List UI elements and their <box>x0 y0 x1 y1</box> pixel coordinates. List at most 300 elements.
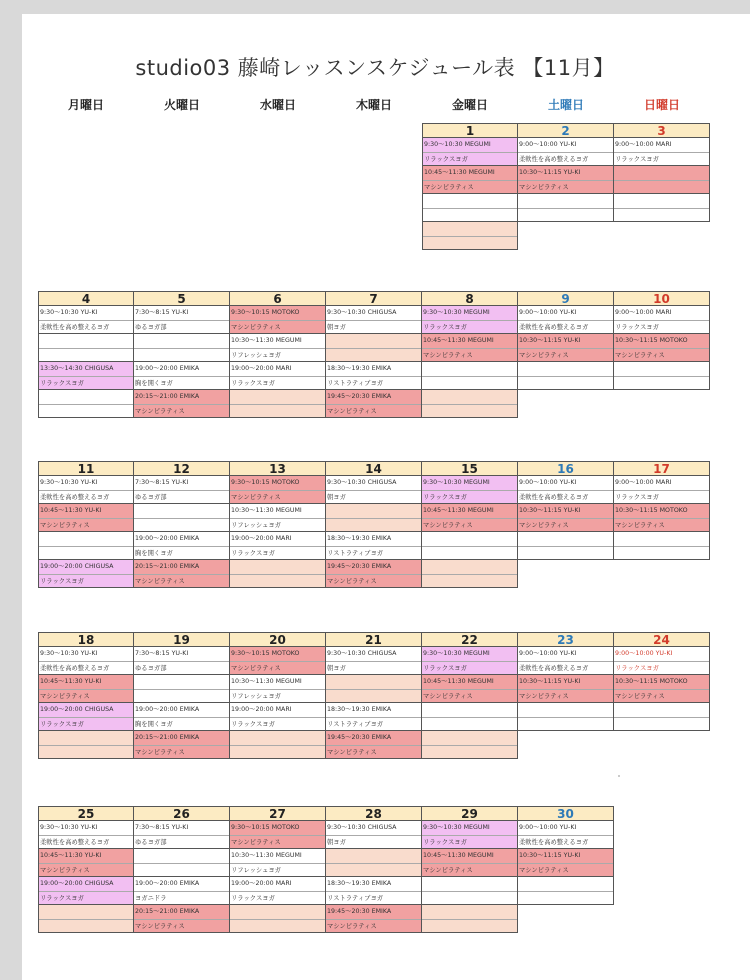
lesson-time-instructor <box>230 905 325 920</box>
weekday-label: 日曜日 <box>643 98 680 112</box>
lesson-class-name: 胸を開くヨガ <box>135 550 173 557</box>
date-number: 5 <box>134 291 230 306</box>
lesson-time-instructor <box>39 905 133 920</box>
lesson-class-name <box>230 405 325 418</box>
lesson-slot <box>38 560 134 588</box>
weekday-label: 木曜日 <box>355 98 392 112</box>
lesson-time-instructor: 9:30〜10:30 MEGUMI <box>422 476 517 491</box>
lesson-time-instructor <box>422 532 517 547</box>
lesson-class-name: マシンピラティス <box>615 352 665 359</box>
lesson-class-name <box>423 237 517 250</box>
lesson-slot <box>518 821 614 849</box>
lesson-slot <box>134 334 230 362</box>
lesson-time-instructor: 7:30〜8:15 YU-KI <box>134 306 229 321</box>
lesson-time-instructor: 18:30〜19:30 EMIKA <box>326 703 421 718</box>
lesson-time-instructor <box>518 532 613 547</box>
lesson-time-instructor: 10:30〜11:15 YU-KI <box>518 334 613 349</box>
lesson-class-name <box>518 209 613 222</box>
lesson-time-instructor: 9:00〜10:00 MARI <box>614 306 709 321</box>
lesson-slot <box>614 362 710 390</box>
lesson-class-name: リラックスヨガ <box>40 380 84 387</box>
lesson-class-name <box>422 892 517 905</box>
lesson-slot <box>38 877 134 905</box>
lesson-time-instructor: 19:00〜20:00 MARI <box>230 877 325 892</box>
lesson-class-name: ゆるヨガ部 <box>135 839 167 846</box>
date-number: 10 <box>614 291 710 306</box>
lesson-slot <box>326 476 422 504</box>
lesson-slot <box>614 306 710 334</box>
lesson-time-instructor <box>422 390 517 405</box>
lesson-time-instructor <box>422 560 517 575</box>
lesson-class-name <box>134 349 229 362</box>
lesson-slot <box>518 334 614 362</box>
lesson-slot <box>230 877 326 905</box>
lesson-slot <box>134 560 230 588</box>
lesson-slot <box>230 703 326 731</box>
lesson-class-name <box>423 209 517 222</box>
lesson-slot <box>326 821 422 849</box>
lesson-time-instructor: 10:30〜11:15 YU-KI <box>518 504 613 519</box>
lesson-time-instructor: 7:30〜8:15 YU-KI <box>134 476 229 491</box>
lesson-slot <box>422 849 518 877</box>
lesson-time-instructor <box>518 362 613 377</box>
lesson-class-name: マシンピラティス <box>327 578 377 585</box>
date-number: 21 <box>326 632 422 647</box>
lesson-class-name <box>518 547 613 560</box>
lesson-class-name <box>326 349 421 362</box>
lesson-slot <box>230 306 326 334</box>
lesson-slot <box>422 476 518 504</box>
lesson-class-name: 柔軟性を高め整えるヨガ <box>519 665 589 672</box>
lesson-slot <box>326 731 422 759</box>
lesson-time-instructor: 19:45〜20:30 EMIKA <box>326 731 421 746</box>
lesson-time-instructor: 10:30〜11:15 MOTOKO <box>614 504 709 519</box>
lesson-time-instructor: 7:30〜8:15 YU-KI <box>134 821 229 836</box>
lesson-slot <box>614 138 710 166</box>
lesson-class-name: マシンピラティス <box>40 522 90 529</box>
lesson-slot <box>38 306 134 334</box>
lesson-class-name: 朝ヨガ <box>327 665 346 672</box>
lesson-class-name: マシンピラティス <box>423 867 473 874</box>
lesson-slot <box>518 138 614 166</box>
lesson-class-name <box>422 920 517 933</box>
date-number: 13 <box>230 461 326 476</box>
lesson-slot <box>614 194 710 222</box>
lesson-slot <box>134 362 230 390</box>
lesson-time-instructor <box>422 877 517 892</box>
lesson-slot <box>134 703 230 731</box>
lesson-slot <box>326 560 422 588</box>
lesson-time-instructor: 9:30〜10:30 MEGUMI <box>423 138 517 153</box>
lesson-class-name <box>422 547 517 560</box>
lesson-slot <box>422 334 518 362</box>
lesson-class-name: リラックスヨガ <box>423 494 467 501</box>
lesson-class-name: マシンピラティス <box>519 352 569 359</box>
lesson-slot <box>38 849 134 877</box>
lesson-time-instructor: 9:30〜10:30 YU-KI <box>39 647 133 662</box>
lesson-time-instructor <box>134 334 229 349</box>
date-number: 28 <box>326 806 422 821</box>
lesson-slot <box>326 849 422 877</box>
lesson-slot <box>326 362 422 390</box>
lesson-slot <box>422 362 518 390</box>
lesson-time-instructor: 9:30〜10:30 MEGUMI <box>422 647 517 662</box>
date-number: 30 <box>518 806 614 821</box>
weekday-header <box>38 96 710 116</box>
date-number: 23 <box>518 632 614 647</box>
lesson-time-instructor: 9:30〜10:30 CHIGUSA <box>326 476 421 491</box>
lesson-class-name: リフレッシュヨガ <box>231 522 281 529</box>
lesson-time-instructor <box>39 532 133 547</box>
lesson-class-name <box>518 718 613 731</box>
lesson-slot <box>326 675 422 703</box>
date-number: 27 <box>230 806 326 821</box>
lesson-slot <box>38 905 134 933</box>
lesson-slot <box>422 731 518 759</box>
lesson-class-name <box>326 864 421 877</box>
lesson-time-instructor <box>230 731 325 746</box>
lesson-time-instructor <box>230 390 325 405</box>
weekday-label: 月曜日 <box>67 98 104 112</box>
lesson-time-instructor: 19:00〜20:00 MARI <box>230 703 325 718</box>
lesson-time-instructor <box>614 703 709 718</box>
lesson-class-name <box>614 377 709 390</box>
lesson-slot <box>518 306 614 334</box>
lesson-class-name <box>326 690 421 703</box>
date-number: 15 <box>422 461 518 476</box>
lesson-time-instructor <box>422 731 517 746</box>
lesson-time-instructor <box>134 504 229 519</box>
lesson-time-instructor: 19:00〜20:00 EMIKA <box>134 877 229 892</box>
lesson-class-name <box>614 547 709 560</box>
date-number: 16 <box>518 461 614 476</box>
lesson-class-name: リストラティブヨガ <box>327 721 384 728</box>
lesson-slot <box>38 703 134 731</box>
lesson-time-instructor: 10:45〜11:30 YU-KI <box>39 675 133 690</box>
lesson-time-instructor: 19:45〜20:30 EMIKA <box>326 390 421 405</box>
lesson-class-name: リラックスヨガ <box>423 324 467 331</box>
lesson-class-name <box>39 547 133 560</box>
lesson-slot <box>230 390 326 418</box>
lesson-time-instructor: 10:45〜11:30 MEGUMI <box>422 675 517 690</box>
lesson-time-instructor: 9:00〜10:00 YU-KI <box>614 647 709 662</box>
lesson-class-name: 柔軟性を高め整えるヨガ <box>519 494 589 501</box>
date-number: 6 <box>230 291 326 306</box>
lesson-slot <box>134 675 230 703</box>
lesson-class-name <box>39 920 133 933</box>
lesson-class-name: リラックスヨガ <box>424 156 468 163</box>
lesson-slot <box>326 877 422 905</box>
lesson-class-name: リストラティブヨガ <box>327 380 384 387</box>
lesson-slot <box>518 476 614 504</box>
lesson-time-instructor: 10:30〜11:15 YU-KI <box>518 675 613 690</box>
lesson-slot <box>518 194 614 222</box>
lesson-slot <box>38 675 134 703</box>
lesson-time-instructor: 10:30〜11:30 MEGUMI <box>230 849 325 864</box>
lesson-class-name: マシンピラティス <box>231 839 281 846</box>
lesson-slot <box>518 877 614 905</box>
lesson-slot <box>230 560 326 588</box>
date-number: 26 <box>134 806 230 821</box>
lesson-slot <box>134 849 230 877</box>
lesson-class-name <box>614 209 709 222</box>
lesson-time-instructor: 9:30〜10:15 MOTOKO <box>230 647 325 662</box>
lesson-slot <box>326 703 422 731</box>
lesson-class-name: 柔軟性を高め整えるヨガ <box>40 839 110 846</box>
lesson-slot <box>326 390 422 418</box>
lesson-slot <box>38 647 134 675</box>
lesson-slot <box>134 504 230 532</box>
lesson-class-name: リラックスヨガ <box>231 380 275 387</box>
lesson-slot <box>518 166 614 194</box>
lesson-class-name: 柔軟性を高め整えるヨガ <box>519 324 589 331</box>
lesson-class-name: 柔軟性を高め整えるヨガ <box>519 156 589 163</box>
lesson-class-name <box>39 405 133 418</box>
lesson-time-instructor <box>518 194 613 209</box>
date-number: 17 <box>614 461 710 476</box>
lesson-slot <box>614 504 710 532</box>
lesson-time-instructor: 9:30〜10:30 CHIGUSA <box>326 821 421 836</box>
lesson-time-instructor: 19:00〜20:00 CHIGUSA <box>39 877 133 892</box>
lesson-time-instructor: 10:30〜11:15 YU-KI <box>518 166 613 181</box>
lesson-class-name <box>422 718 517 731</box>
lesson-time-instructor <box>39 390 133 405</box>
lesson-slot <box>422 194 518 222</box>
lesson-time-instructor: 9:30〜10:15 MOTOKO <box>230 821 325 836</box>
lesson-slot <box>134 390 230 418</box>
lesson-class-name: 柔軟性を高め整えるヨガ <box>519 839 589 846</box>
lesson-time-instructor: 19:45〜20:30 EMIKA <box>326 905 421 920</box>
lesson-time-instructor <box>518 703 613 718</box>
lesson-class-name: ヨガニドラ <box>135 895 167 902</box>
lesson-class-name <box>614 718 709 731</box>
lesson-slot <box>134 476 230 504</box>
lesson-slot <box>326 532 422 560</box>
lesson-class-name: 朝ヨガ <box>327 839 346 846</box>
lesson-class-name: マシンピラティス <box>519 522 569 529</box>
lesson-class-name: リラックスヨガ <box>423 665 467 672</box>
lesson-time-instructor: 19:00〜20:00 EMIKA <box>134 532 229 547</box>
lesson-slot <box>38 731 134 759</box>
lesson-class-name: 胸を開くヨガ <box>135 380 173 387</box>
lesson-time-instructor <box>39 334 133 349</box>
lesson-slot <box>134 306 230 334</box>
lesson-time-instructor: 9:00〜10:00 YU-KI <box>518 138 613 153</box>
lesson-slot <box>230 731 326 759</box>
date-number: 24 <box>614 632 710 647</box>
lesson-time-instructor: 19:00〜20:00 MARI <box>230 362 325 377</box>
lesson-time-instructor <box>422 703 517 718</box>
lesson-time-instructor <box>134 849 229 864</box>
lesson-class-name: マシンピラティス <box>424 184 474 191</box>
lesson-class-name: マシンピラティス <box>231 324 281 331</box>
lesson-class-name: マシンピラティス <box>519 184 569 191</box>
lesson-slot <box>518 703 614 731</box>
lesson-class-name: マシンピラティス <box>615 522 665 529</box>
lesson-time-instructor: 10:30〜11:30 MEGUMI <box>230 675 325 690</box>
lesson-class-name: 朝ヨガ <box>327 324 346 331</box>
date-number: 4 <box>38 291 134 306</box>
lesson-class-name <box>230 575 325 588</box>
lesson-time-instructor: 10:30〜11:15 YU-KI <box>518 849 613 864</box>
lesson-slot <box>230 476 326 504</box>
lesson-time-instructor: 19:00〜20:00 CHIGUSA <box>39 703 133 718</box>
lesson-class-name: マシンピラティス <box>135 578 185 585</box>
lesson-time-instructor: 10:45〜11:30 YU-KI <box>39 849 133 864</box>
date-number: 20 <box>230 632 326 647</box>
date-number: 8 <box>422 291 518 306</box>
lesson-time-instructor <box>134 675 229 690</box>
lesson-slot <box>422 821 518 849</box>
lesson-time-instructor: 9:30〜10:30 CHIGUSA <box>326 647 421 662</box>
lesson-class-name: リラックスヨガ <box>231 550 275 557</box>
date-number: 2 <box>518 123 614 138</box>
lesson-class-name <box>230 746 325 759</box>
lesson-class-name: マシンピラティス <box>423 693 473 700</box>
lesson-time-instructor <box>326 504 421 519</box>
lesson-class-name: マシンピラティス <box>615 693 665 700</box>
lesson-class-name: ゆるヨガ部 <box>135 324 167 331</box>
lesson-class-name: リラックスヨガ <box>615 665 659 672</box>
lesson-time-instructor <box>230 560 325 575</box>
lesson-slot <box>422 138 518 166</box>
lesson-class-name <box>518 892 613 905</box>
lesson-slot <box>518 647 614 675</box>
lesson-time-instructor: 9:30〜10:15 MOTOKO <box>230 306 325 321</box>
weekday-label: 金曜日 <box>451 98 488 112</box>
lesson-class-name: リフレッシュヨガ <box>231 352 281 359</box>
lesson-class-name: リストラティブヨガ <box>327 895 384 902</box>
lesson-time-instructor: 9:00〜10:00 MARI <box>614 476 709 491</box>
lesson-time-instructor: 9:30〜10:30 CHIGUSA <box>326 306 421 321</box>
lesson-class-name <box>326 519 421 532</box>
lesson-slot <box>38 504 134 532</box>
lesson-class-name: ゆるヨガ部 <box>135 665 167 672</box>
lesson-time-instructor: 18:30〜19:30 EMIKA <box>326 362 421 377</box>
lesson-class-name <box>134 864 229 877</box>
date-number: 1 <box>422 123 518 138</box>
lesson-class-name <box>422 405 517 418</box>
lesson-time-instructor: 18:30〜19:30 EMIKA <box>326 532 421 547</box>
lesson-slot <box>38 390 134 418</box>
lesson-class-name: リラックスヨガ <box>615 324 659 331</box>
date-number: 11 <box>38 461 134 476</box>
lesson-class-name: 柔軟性を高め整えるヨガ <box>40 494 110 501</box>
lesson-class-name: 柔軟性を高め整えるヨガ <box>40 324 110 331</box>
lesson-time-instructor: 9:00〜10:00 YU-KI <box>518 476 613 491</box>
lesson-time-instructor <box>422 362 517 377</box>
lesson-slot <box>422 675 518 703</box>
date-number: 3 <box>614 123 710 138</box>
lesson-time-instructor: 13:30〜14:30 CHIGUSA <box>39 362 133 377</box>
lesson-slot <box>230 675 326 703</box>
lesson-slot <box>422 390 518 418</box>
scan-dot <box>618 775 620 777</box>
lesson-time-instructor <box>39 731 133 746</box>
lesson-time-instructor <box>423 222 517 237</box>
lesson-class-name: リラックスヨガ <box>615 494 659 501</box>
lesson-time-instructor: 10:30〜11:30 MEGUMI <box>230 334 325 349</box>
lesson-time-instructor <box>518 877 613 892</box>
lesson-slot <box>230 647 326 675</box>
date-number: 14 <box>326 461 422 476</box>
lesson-slot <box>230 362 326 390</box>
lesson-class-name: リラックスヨガ <box>231 895 275 902</box>
lesson-slot <box>134 647 230 675</box>
lesson-slot <box>614 476 710 504</box>
weekday-label: 水曜日 <box>259 98 296 112</box>
lesson-time-instructor: 20:15〜21:00 EMIKA <box>134 905 229 920</box>
lesson-class-name: マシンピラティス <box>40 693 90 700</box>
lesson-slot <box>422 166 518 194</box>
lesson-time-instructor: 19:00〜20:00 CHIGUSA <box>39 560 133 575</box>
lesson-class-name: マシンピラティス <box>423 352 473 359</box>
lesson-time-instructor <box>326 334 421 349</box>
lesson-time-instructor: 9:30〜10:30 YU-KI <box>39 306 133 321</box>
date-number: 29 <box>422 806 518 821</box>
lesson-time-instructor: 10:45〜11:30 MEGUMI <box>422 504 517 519</box>
lesson-class-name: リストラティブヨガ <box>327 550 384 557</box>
lesson-slot <box>422 703 518 731</box>
lesson-slot <box>230 905 326 933</box>
lesson-class-name: ゆるヨガ部 <box>135 494 167 501</box>
lesson-time-instructor: 10:30〜11:15 MOTOKO <box>614 334 709 349</box>
lesson-slot <box>614 675 710 703</box>
weekday-label: 土曜日 <box>547 98 584 112</box>
lesson-slot <box>326 306 422 334</box>
weekday-label: 火曜日 <box>163 98 200 112</box>
lesson-slot <box>230 849 326 877</box>
lesson-class-name <box>39 746 133 759</box>
lesson-slot <box>326 905 422 933</box>
lesson-slot <box>38 821 134 849</box>
lesson-class-name: リラックスヨガ <box>40 578 84 585</box>
lesson-slot <box>422 647 518 675</box>
lesson-class-name: マシンピラティス <box>519 867 569 874</box>
lesson-time-instructor: 9:00〜10:00 MARI <box>614 138 709 153</box>
lesson-class-name <box>39 349 133 362</box>
lesson-class-name: マシンピラティス <box>423 522 473 529</box>
lesson-slot <box>230 504 326 532</box>
lesson-class-name: 朝ヨガ <box>327 494 346 501</box>
lesson-time-instructor: 19:00〜20:00 EMIKA <box>134 362 229 377</box>
lesson-time-instructor <box>326 675 421 690</box>
date-number: 25 <box>38 806 134 821</box>
lesson-class-name <box>422 377 517 390</box>
lesson-slot <box>134 532 230 560</box>
lesson-time-instructor: 19:00〜20:00 EMIKA <box>134 703 229 718</box>
lesson-time-instructor <box>423 194 517 209</box>
lesson-class-name <box>422 575 517 588</box>
lesson-time-instructor: 9:00〜10:00 YU-KI <box>518 306 613 321</box>
lesson-slot <box>422 905 518 933</box>
lesson-time-instructor: 9:30〜10:30 YU-KI <box>39 821 133 836</box>
lesson-slot <box>422 560 518 588</box>
date-number: 22 <box>422 632 518 647</box>
date-number: 7 <box>326 291 422 306</box>
lesson-class-name: リラックスヨガ <box>40 895 84 902</box>
page-title: studio03 藤崎レッスンスケジュール表 【11月】 <box>135 56 615 80</box>
lesson-time-instructor: 10:45〜11:30 YU-KI <box>39 504 133 519</box>
lesson-time-instructor <box>614 194 709 209</box>
lesson-slot <box>326 334 422 362</box>
lesson-slot <box>38 476 134 504</box>
lesson-slot <box>38 334 134 362</box>
lesson-class-name: 胸を開くヨガ <box>135 721 173 728</box>
lesson-time-instructor: 20:15〜21:00 EMIKA <box>134 731 229 746</box>
lesson-time-instructor: 9:30〜10:30 MEGUMI <box>422 821 517 836</box>
lesson-class-name: 柔軟性を高め整えるヨガ <box>40 665 110 672</box>
